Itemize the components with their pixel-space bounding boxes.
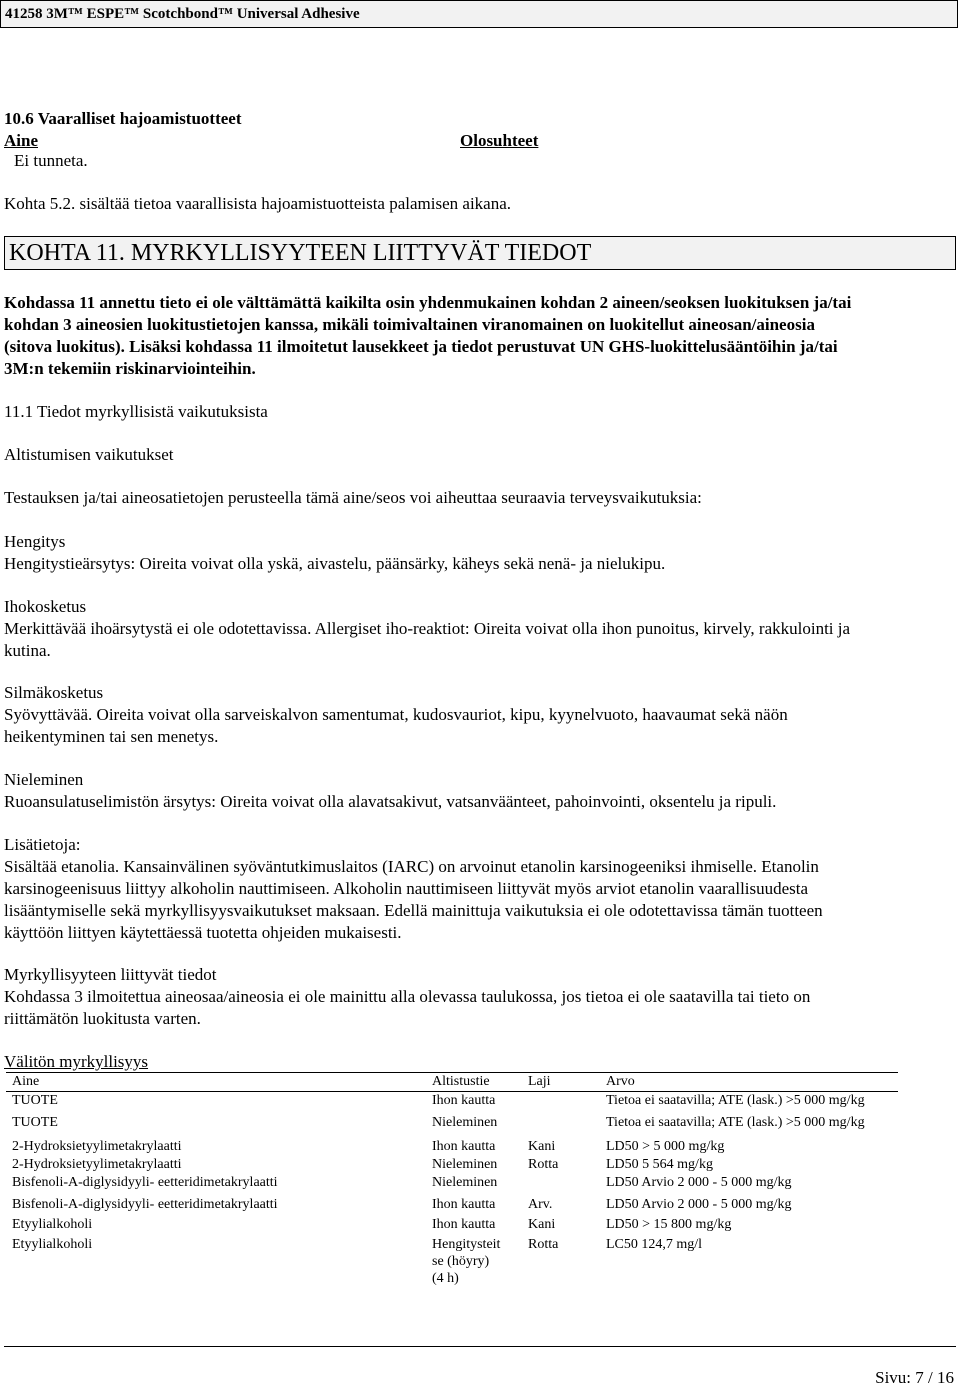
- additional-info-heading: Lisätietoja:: [4, 835, 81, 854]
- substance-value: Ei tunneta.: [14, 151, 88, 170]
- table-row: [6, 1174, 898, 1196]
- header-substance: Aine: [12, 1074, 40, 1089]
- intro-line: Kohdassa 11 annettu tieto ei ole välttämättä kaikilta osin yhdenmukainen kohdan 2 aineen/seoksen luokituksen ja/tai: [4, 293, 852, 312]
- ingestion-text: Ruoansulatuselimistön ärsytys: Oireita voivat olla alavatsakivut, vatsanväänteet, pahoinvointi, oksentelu ja ripuli.: [4, 792, 777, 811]
- acute-toxicity-heading: Välitön myrkyllisyys: [4, 1052, 149, 1071]
- eye-contact-line: heikentyminen tai sen menetys.: [4, 727, 219, 746]
- eye-contact-heading: Silmäkosketus: [4, 683, 104, 702]
- document-header: [0, 0, 958, 28]
- conditions-column-label: Olosuhteet: [460, 131, 539, 150]
- cell-species: Kani: [528, 1216, 556, 1232]
- section-11-intro: [4, 292, 954, 380]
- header-species: Laji: [528, 1074, 551, 1089]
- cell-value: LD50 Arvio 2 000 - 5 000 mg/kg: [606, 1196, 792, 1212]
- additional-info-line: lisääntymiselle sekä myrkyllisyysvaikutukset maksaan. Edellä mainittuja vaikutuksia ei ole odotettavissa tämän tuotteen: [4, 901, 823, 920]
- toxicology-data-text: [4, 986, 954, 1030]
- section-11-title: KOHTA 11. MYRKYLLISYYTEEN LIITTYVÄT TIEDOT: [9, 240, 592, 266]
- cell-substance: 2-Hydroksietyylimetakrylaatti: [12, 1138, 182, 1154]
- cell-value: Tietoa ei saatavilla; ATE (lask.) >5 000 mg/kg: [606, 1114, 865, 1130]
- cell-value: LD50 Arvio 2 000 - 5 000 mg/kg: [606, 1174, 792, 1190]
- additional-info-line: Sisältää etanolia. Kansainvälinen syöväntutkimuslaitos (IARC) on arvoinut etanolin karsinogeeniksi ihmiselle. Etanolin: [4, 857, 819, 876]
- header-value: Arvo: [606, 1074, 635, 1089]
- substance-column-label: Aine: [4, 131, 38, 150]
- section-11-title-bar: [4, 236, 956, 270]
- cell-value: LD50 > 5 000 mg/kg: [606, 1138, 725, 1154]
- cell-route: Ihon kautta: [432, 1093, 496, 1108]
- cell-route: Ihon kautta: [432, 1138, 496, 1154]
- cell-value: LC50 124,7 mg/l: [606, 1236, 703, 1252]
- cell-substance: Bisfenoli-A-diglysidyyli- eetteridimetakrylaatti: [12, 1174, 278, 1190]
- cell-species: Rotta: [528, 1236, 559, 1252]
- table-row: [6, 1156, 898, 1174]
- eye-contact-line: Syövyttävää. Oireita voivat olla sarveiskalvon samentumat, kudosvauriot, kipu, kyynelvuoto, haavaumat sekä näön: [4, 705, 788, 724]
- cell-species: [522, 1114, 600, 1138]
- cell-species: [522, 1174, 600, 1196]
- cell-value: LD50 5 564 mg/kg: [606, 1156, 713, 1172]
- skin-contact-line: kutina.: [4, 641, 51, 660]
- cell-species: Rotta: [528, 1156, 559, 1172]
- toxicology-data-line: Kohdassa 3 ilmoitettua aineosaa/aineosia ei ole mainittu alla olevassa taulukossa, jos tietoa ei ole saatavilla tai tieto on: [4, 987, 811, 1006]
- acute-toxicity-table: [6, 1072, 898, 1287]
- document-title: 41258 3M™ ESPE™ Scotchbond™ Universal Adhesive: [5, 6, 360, 22]
- cell-species: Kani: [528, 1138, 556, 1154]
- section-10-6-note: Kohta 5.2. sisältää tietoa vaarallisista hajoamistuotteista palamisen aikana.: [4, 194, 512, 213]
- exposure-effects-heading: Altistumisen vaikutukset: [4, 445, 174, 464]
- intro-line: 3M:n tekemiin riskinarviointeihin.: [4, 359, 256, 378]
- cell-substance: Etyylialkoholi: [12, 1236, 93, 1252]
- cell-substance: Etyylialkoholi: [12, 1216, 93, 1232]
- additional-info-line: karsinogeenisuus liittyy alkoholin nauttimiseen. Alkoholin nauttimiseen liittyvät myös arviot etanolin vaarallisuudesta: [4, 879, 809, 898]
- cell-route: Hengitysteit se (höyry) (4 h): [432, 1236, 501, 1286]
- table-row: [6, 1216, 898, 1236]
- eye-contact-text: [4, 704, 954, 748]
- cell-route: Ihon kautta: [432, 1196, 496, 1212]
- page-number: Sivu: 7 / 16: [875, 1368, 954, 1387]
- inhalation-text: Hengitystieärsytys: Oireita voivat olla yskä, aivastelu, päänsärky, käheys sekä nenä- ja nielukipu.: [4, 554, 666, 573]
- toxicology-data-heading: Myrkyllisyyteen liittyvät tiedot: [4, 965, 217, 984]
- additional-info-text: [4, 856, 954, 944]
- intro-line: (sitova luokitus). Lisäksi kohdassa 11 ilmoitetut lausekkeet ja tiedot perustuvat UN GHS-luokittelusääntöihin ja/tai: [4, 337, 838, 356]
- cell-route: Nieleminen: [432, 1114, 498, 1130]
- cell-route: Nieleminen: [432, 1156, 498, 1172]
- header-route: Altistustie: [432, 1074, 490, 1089]
- table-row: [6, 1092, 898, 1114]
- section-10-6-heading: 10.6 Vaaralliset hajoamistuotteet: [4, 109, 242, 128]
- footer-divider: [4, 1346, 956, 1347]
- table-row: [6, 1138, 898, 1156]
- cell-value: Tietoa ei saatavilla; ATE (lask.) >5 000 mg/kg: [606, 1093, 865, 1108]
- testing-statement: Testauksen ja/tai aineosatietojen perusteella tämä aine/seos voi aiheuttaa seuraavia terveysvaikutuksia:: [4, 488, 702, 507]
- cell-substance: TUOTE: [12, 1093, 58, 1108]
- table-header-row: [6, 1073, 898, 1092]
- cell-route: Nieleminen: [432, 1174, 498, 1190]
- table-row: [6, 1196, 898, 1216]
- cell-substance: 2-Hydroksietyylimetakrylaatti: [12, 1156, 182, 1172]
- cell-substance: Bisfenoli-A-diglysidyyli- eetteridimetakrylaatti: [12, 1196, 278, 1212]
- cell-species: [522, 1092, 600, 1114]
- toxicology-data-line: riittämätön luokitusta varten.: [4, 1009, 201, 1028]
- table-row: [6, 1114, 898, 1138]
- inhalation-heading: Hengitys: [4, 532, 66, 551]
- cell-value: LD50 > 15 800 mg/kg: [606, 1216, 732, 1232]
- subsection-11-1-heading: 11.1 Tiedot myrkyllisistä vaikutuksista: [4, 402, 268, 421]
- intro-line: kohdan 3 aineosien luokitustietojen kanssa, mikäli toimivaltainen viranomainen on luokitellut aineosan/aineosia: [4, 315, 815, 334]
- skin-contact-line: Merkittävää ihoärsytystä ei ole odotettavissa. Allergiset iho-reaktiot: Oireita voivat olla ihon punoitus, kirvely, rakkulointi ja: [4, 619, 851, 638]
- cell-substance: TUOTE: [12, 1114, 58, 1130]
- table-row: [6, 1236, 898, 1287]
- skin-contact-heading: Ihokosketus: [4, 597, 87, 616]
- additional-info-line: käyttöön liittyen käytettäessä tuotetta ohjeiden mukaisesti.: [4, 923, 402, 942]
- cell-route: Ihon kautta: [432, 1216, 496, 1232]
- ingestion-heading: Nieleminen: [4, 770, 84, 789]
- skin-contact-text: [4, 618, 954, 662]
- cell-species: Arv.: [528, 1196, 553, 1212]
